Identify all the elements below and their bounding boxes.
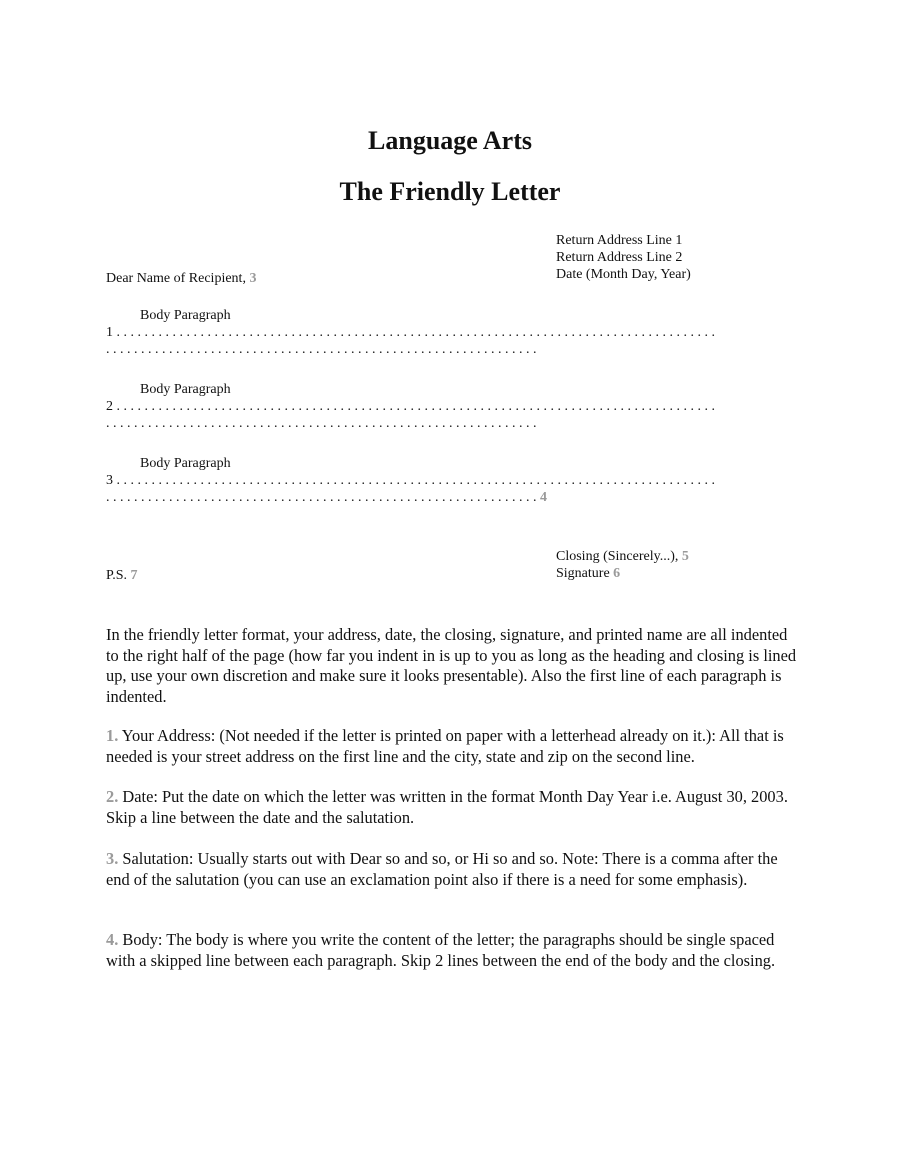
signature-line — [556, 565, 689, 582]
item-number: 2. — [106, 787, 119, 806]
item-text: Your Address: (Not needed if the letter is printed on paper with a letterhead already on it.): All that is needed is your street address on the first line and the city, state and zip on the second line. — [106, 726, 784, 766]
dots: . . . . . . . . . . . . . . . . . . . . . . . . . . . . . . . . . . . . . . . . . . . . . . . . . . . . . . . . . . . . . . . . . . . . . . . . . . . . . . . . . . . . . . — [116, 473, 715, 488]
item-number: 1. — [106, 726, 119, 745]
item-number: 4. — [106, 930, 119, 949]
ps-marker: 7 — [130, 568, 138, 583]
salutation-marker: 3 — [249, 271, 257, 286]
body-dots-line — [106, 341, 796, 358]
body-paragraph-1 — [106, 307, 796, 358]
body-paragraph-2 — [106, 381, 796, 432]
document-title: Language Arts — [368, 126, 532, 155]
body-paragraph-label: Body Paragraph — [140, 308, 231, 323]
document-subtitle: The Friendly Letter — [339, 177, 561, 206]
body-paragraph-label: Body Paragraph — [140, 382, 231, 397]
postscript — [106, 567, 138, 584]
body-paragraph-3 — [106, 455, 796, 506]
body-dots-line — [106, 415, 796, 432]
item-text: Date: Put the date on which the letter was written in the format Month Day Year i.e. August 30, 2003. Skip a line between the date and the salutation. — [106, 787, 788, 827]
item-text: Body: The body is where you write the content of the letter; the paragraphs should be single spaced with a skipped line between each paragraph. Skip 2 lines between the end of the body and the closing. — [106, 930, 776, 970]
body-dots-line — [106, 472, 796, 489]
return-address-line-1: Return Address Line 1 — [556, 233, 683, 248]
paragraph-number: 3 — [106, 473, 113, 488]
body-marker: 4 — [540, 490, 547, 505]
explanation-item-2 — [106, 787, 798, 828]
return-address-line-2: Return Address Line 2 — [556, 250, 683, 265]
date-line: Date (Month Day, Year) — [556, 267, 691, 282]
signature-marker: 6 — [613, 566, 621, 581]
explanation-item-1 — [106, 726, 798, 767]
closing-line — [556, 548, 689, 565]
body-dots-line — [106, 489, 796, 506]
salutation — [106, 270, 256, 287]
body-dots-line — [106, 398, 796, 415]
closing-block — [556, 548, 689, 582]
return-address-block — [556, 232, 691, 283]
salutation-text: Dear Name of Recipient, — [106, 271, 246, 286]
explanation-item-3 — [106, 849, 798, 890]
dots: . . . . . . . . . . . . . . . . . . . . . . . . . . . . . . . . . . . . . . . . . . . . . . . . . . . . . . . . . . . . . . . . . . . . . . . . . . . . . . . . . . . . . . — [116, 325, 715, 340]
closing-text: Closing (Sincerely...), — [556, 549, 679, 564]
ps-text: P.S. — [106, 568, 128, 583]
item-number: 3. — [106, 849, 119, 868]
paragraph-number: 2 — [106, 399, 113, 414]
body-dots-line — [106, 324, 796, 341]
explanation-item-4 — [106, 930, 798, 971]
dots: . . . . . . . . . . . . . . . . . . . . . . . . . . . . . . . . . . . . . . . . . . . . . . . . . . . . . . . . . . . . . . . . . . . . . . . . . . . . . . . . . . . . . . — [116, 399, 715, 414]
intro-paragraph: In the friendly letter format, your address, date, the closing, signature, and printed name are all indented to the right half of the page (how far you indent in is up to you as long as the heading and closing is lined up, use your own discretion and make sure it looks presentable). Also the first line of each paragraph is indented. — [106, 625, 797, 706]
body-paragraph-label: Body Paragraph — [140, 456, 231, 471]
item-text: Salutation: Usually starts out with Dear so and so, or Hi so and so. Note: There is a comma after the end of the salutation (you can use an exclamation point also if there is a need for some emphasis). — [106, 849, 778, 889]
dots: . . . . . . . . . . . . . . . . . . . . . . . . . . . . . . . . . . . . . . . . . . . . . . . . . . . . . . . . . . . . . . — [106, 416, 537, 431]
dots: . . . . . . . . . . . . . . . . . . . . . . . . . . . . . . . . . . . . . . . . . . . . . . . . . . . . . . . . . . . . . . — [106, 342, 537, 357]
paragraph-number: 1 — [106, 325, 113, 340]
dots: . . . . . . . . . . . . . . . . . . . . . . . . . . . . . . . . . . . . . . . . . . . . . . . . . . . . . . . . . . . . . . — [106, 490, 537, 505]
signature-text: Signature — [556, 566, 610, 581]
closing-marker: 5 — [681, 549, 689, 564]
